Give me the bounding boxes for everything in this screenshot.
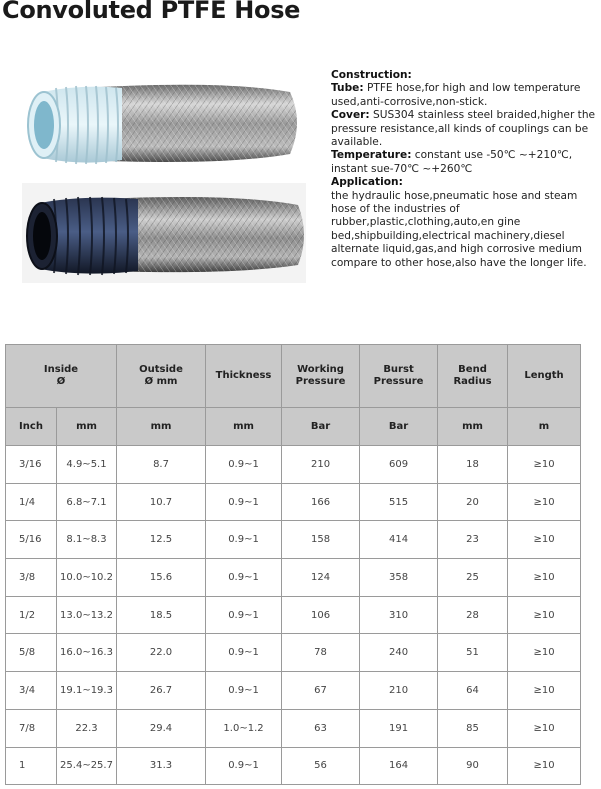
cell-outside-mm: 15.6: [117, 559, 206, 597]
unit-cell: Bar: [282, 408, 360, 446]
cell-bend-radius: 85: [438, 709, 508, 747]
cover-label: Cover:: [331, 109, 370, 122]
unit-cell: mm: [438, 408, 508, 446]
cell-inside-mm: 6.8~7.1: [57, 483, 117, 521]
header-bend-radius: Bend Radius: [438, 345, 508, 408]
cell-bend-radius: 20: [438, 483, 508, 521]
ptfe-hose-white-image: [22, 74, 302, 174]
cell-length: ≥10: [508, 709, 581, 747]
cell-inch: 1: [6, 747, 57, 785]
cell-inside-mm: 22.3: [57, 709, 117, 747]
table-row: [6, 747, 581, 785]
table-row: [6, 446, 581, 484]
cell-thickness: 0.9~1: [206, 446, 282, 484]
units-row: [6, 408, 581, 446]
cover-text: SUS304 stainless steel braided,higher the pressure resistance,all kinds of couplings can be available.: [331, 109, 596, 149]
cell-length: ≥10: [508, 672, 581, 710]
cell-working-pressure: 166: [282, 483, 360, 521]
header-thickness: Thickness: [206, 345, 282, 408]
cell-burst-pressure: 191: [360, 709, 438, 747]
unit-cell: Bar: [360, 408, 438, 446]
cell-bend-radius: 64: [438, 672, 508, 710]
cell-outside-mm: 10.7: [117, 483, 206, 521]
header-inside-diameter: Inside Ø: [6, 345, 117, 408]
cell-burst-pressure: 515: [360, 483, 438, 521]
cell-length: ≥10: [508, 483, 581, 521]
cell-working-pressure: 63: [282, 709, 360, 747]
cell-working-pressure: 56: [282, 747, 360, 785]
cell-thickness: 1.0~1.2: [206, 709, 282, 747]
table-row: [6, 483, 581, 521]
table-row: [6, 521, 581, 559]
application-heading: Application:: [331, 176, 403, 189]
cell-burst-pressure: 414: [360, 521, 438, 559]
unit-cell: mm: [117, 408, 206, 446]
cell-length: ≥10: [508, 634, 581, 672]
temperature-label: Temperature:: [331, 149, 412, 162]
cell-inside-mm: 19.1~19.3: [57, 672, 117, 710]
cell-burst-pressure: 164: [360, 747, 438, 785]
cell-length: ≥10: [508, 559, 581, 597]
hose-spec-table: [5, 344, 581, 785]
cell-bend-radius: 28: [438, 596, 508, 634]
cell-burst-pressure: 240: [360, 634, 438, 672]
cell-working-pressure: 67: [282, 672, 360, 710]
cell-burst-pressure: 609: [360, 446, 438, 484]
cell-thickness: 0.9~1: [206, 559, 282, 597]
cell-burst-pressure: 210: [360, 672, 438, 710]
cell-bend-radius: 51: [438, 634, 508, 672]
cell-bend-radius: 18: [438, 446, 508, 484]
cell-inside-mm: 10.0~10.2: [57, 559, 117, 597]
cell-outside-mm: 26.7: [117, 672, 206, 710]
cell-inch: 3/4: [6, 672, 57, 710]
cell-outside-mm: 18.5: [117, 596, 206, 634]
cell-burst-pressure: 310: [360, 596, 438, 634]
table-row: [6, 709, 581, 747]
page-title: Convoluted PTFE Hose: [2, 0, 301, 24]
cell-outside-mm: 12.5: [117, 521, 206, 559]
tube-text: PTFE hose,for high and low temperature used,anti-corrosive,non-stick.: [331, 82, 581, 108]
tube-label: Tube:: [331, 82, 364, 95]
cell-length: ≥10: [508, 521, 581, 559]
header-length: Length: [508, 345, 581, 408]
unit-cell: mm: [206, 408, 282, 446]
cell-thickness: 0.9~1: [206, 672, 282, 710]
header-working-pressure: Working Pressure: [282, 345, 360, 408]
cell-inch: 3/16: [6, 446, 57, 484]
cell-working-pressure: 78: [282, 634, 360, 672]
cell-outside-mm: 29.4: [117, 709, 206, 747]
cell-inch: 1/4: [6, 483, 57, 521]
cell-thickness: 0.9~1: [206, 747, 282, 785]
specification-text: [331, 69, 599, 270]
cell-bend-radius: 90: [438, 747, 508, 785]
cell-outside-mm: 22.0: [117, 634, 206, 672]
cell-length: ≥10: [508, 446, 581, 484]
table-row: [6, 634, 581, 672]
cell-thickness: 0.9~1: [206, 483, 282, 521]
cell-inch: 5/8: [6, 634, 57, 672]
cell-bend-radius: 23: [438, 521, 508, 559]
unit-cell: mm: [57, 408, 117, 446]
cell-inch: 1/2: [6, 596, 57, 634]
table-row: [6, 559, 581, 597]
cell-inch: 3/8: [6, 559, 57, 597]
cell-length: ≥10: [508, 747, 581, 785]
application-text: the hydraulic hose,pneumatic hose and steam hose of the industries of rubber,plastic,clothing,auto,en gine bed,shipbuilding,electrical machinery,diesel alternate liquid,gas,and high corrosive medium compare to other hose,also have the longer life.: [331, 189, 587, 269]
cell-outside-mm: 8.7: [117, 446, 206, 484]
header-burst-pressure: Burst Pressure: [360, 345, 438, 408]
construction-heading: Construction:: [331, 69, 412, 81]
cell-outside-mm: 31.3: [117, 747, 206, 785]
cell-thickness: 0.9~1: [206, 634, 282, 672]
cell-inside-mm: 13.0~13.2: [57, 596, 117, 634]
unit-cell: Inch: [6, 408, 57, 446]
cell-thickness: 0.9~1: [206, 596, 282, 634]
cell-bend-radius: 25: [438, 559, 508, 597]
unit-cell: m: [508, 408, 581, 446]
temperature-text: constant use -50℃ ~+210℃, instant sue-70℃ ~+260℃: [331, 149, 573, 175]
cell-inch: 7/8: [6, 709, 57, 747]
table-row: [6, 672, 581, 710]
table-row: [6, 596, 581, 634]
cell-working-pressure: 210: [282, 446, 360, 484]
ptfe-hose-black-image: [22, 183, 306, 283]
cell-inside-mm: 25.4~25.7: [57, 747, 117, 785]
header-outside-diameter: Outside Ø mm: [117, 345, 206, 408]
cell-inside-mm: 4.9~5.1: [57, 446, 117, 484]
cell-inside-mm: 8.1~8.3: [57, 521, 117, 559]
cell-working-pressure: 106: [282, 596, 360, 634]
cell-inch: 5/16: [6, 521, 57, 559]
cell-length: ≥10: [508, 596, 581, 634]
cell-working-pressure: 124: [282, 559, 360, 597]
cell-burst-pressure: 358: [360, 559, 438, 597]
cell-inside-mm: 16.0~16.3: [57, 634, 117, 672]
cell-working-pressure: 158: [282, 521, 360, 559]
cell-thickness: 0.9~1: [206, 521, 282, 559]
